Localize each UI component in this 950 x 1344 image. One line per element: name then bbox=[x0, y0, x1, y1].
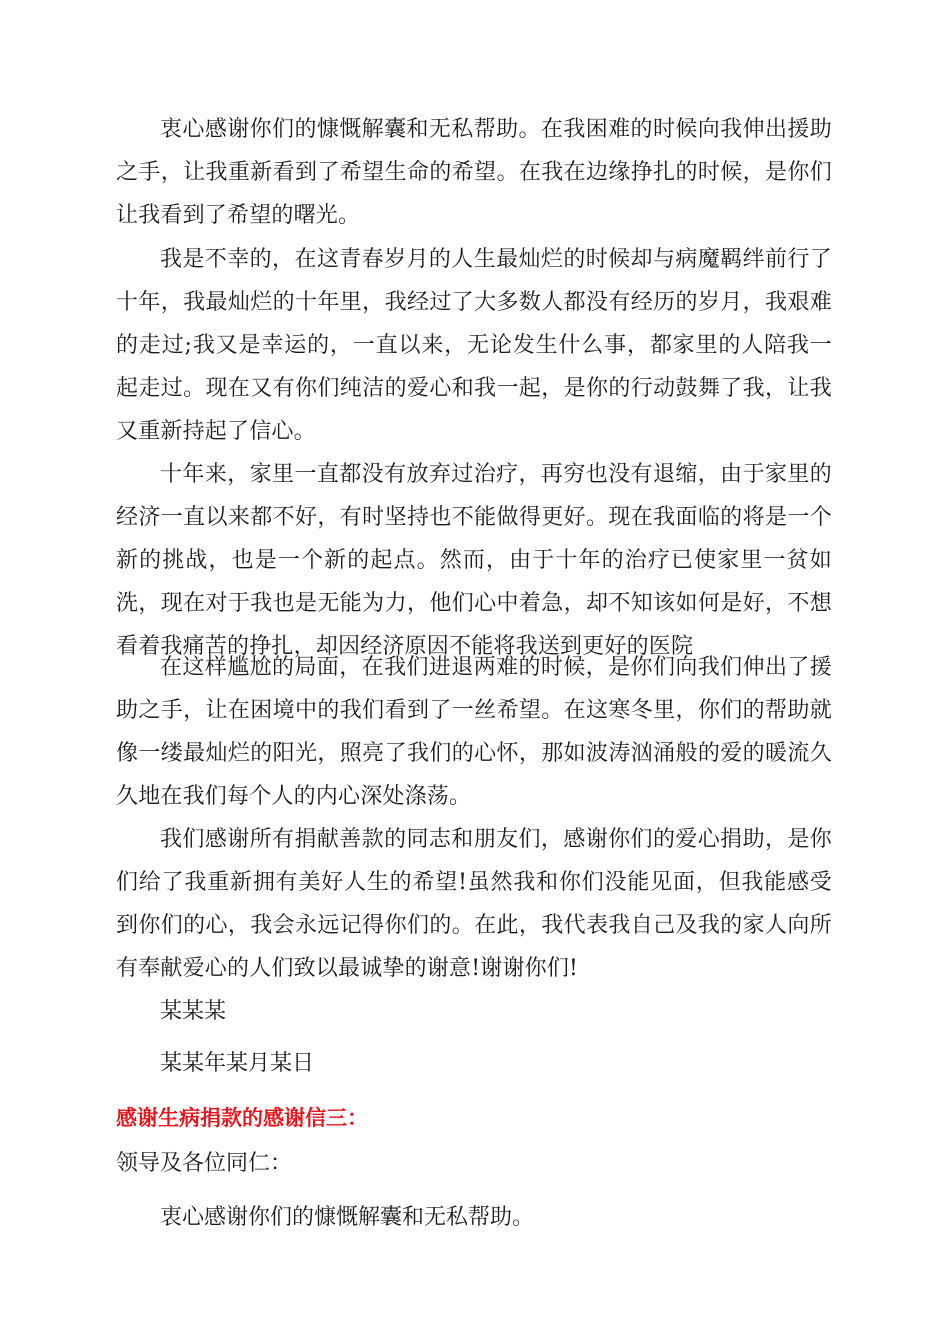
final-paragraph: 衷心感谢你们的慷慨解囊和无私帮助。 bbox=[160, 1205, 535, 1230]
paragraph-3: 十年来，家里一直都没有放弃过治疗，再穷也没有退缩，由于家里的经济一直以来都不好，有时坚持也不能做得更好。现在我面临的将是一个新的挑战，也是一个新的起点。然而，由于十年的治疗已使家里一贫如洗，现在对于我也是无能为力，他们心中着急，却不知该如何是好，不想看着我痛苦的挣扎，却因经济原因不能将我送到更好的医院 bbox=[116, 462, 832, 659]
signature-date: 某某年某月某日 bbox=[160, 1051, 315, 1076]
paragraph-4: 在这样尴尬的局面，在我们进退两难的时候，是你们向我们伸出了援助之手，让在困境中的我们看到了一丝希望。在这寒冬里，你们的帮助就像一缕最灿烂的阳光，照亮了我们的心怀，那如波涛汹涌般的爱的暖流久久地在我们每个人的内心深处涤荡。 bbox=[116, 655, 832, 809]
paragraph-2: 我是不幸的，在这青春岁月的人生最灿烂的时候却与病魔羁绊前行了十年，我最灿烂的十年里，我经过了大多数人都没有经历的岁月，我艰难的走过;我又是幸运的，一直以来，无论发生什么事，都家里的人陪我一起走过。现在又有你们纯洁的爱心和我一起，是你的行动鼓舞了我，让我又重新持起了信心。 bbox=[116, 247, 832, 444]
paragraph-1: 衷心感谢你们的慷慨解囊和无私帮助。在我困难的时候向我伸出援助之手，让我重新看到了希望生命的希望。在我在边缘挣扎的时候，是你们让我看到了希望的曙光。 bbox=[116, 117, 832, 228]
paragraph-5: 我们感谢所有捐献善款的同志和朋友们，感谢你们的爱心捐助，是你们给了我重新拥有美好人生的希望!虽然我和你们没能见面，但我能感受到你们的心，我会永远记得你们的。在此，我代表我自己及我的家人向所有奉献爱心的人们致以最诚挚的谢意!谢谢你们! bbox=[116, 827, 832, 981]
salutation: 领导及各位同仁： bbox=[116, 1151, 293, 1176]
signature-name: 某某某 bbox=[160, 999, 227, 1024]
section-heading: 感谢生病捐款的感谢信三： bbox=[116, 1106, 368, 1130]
